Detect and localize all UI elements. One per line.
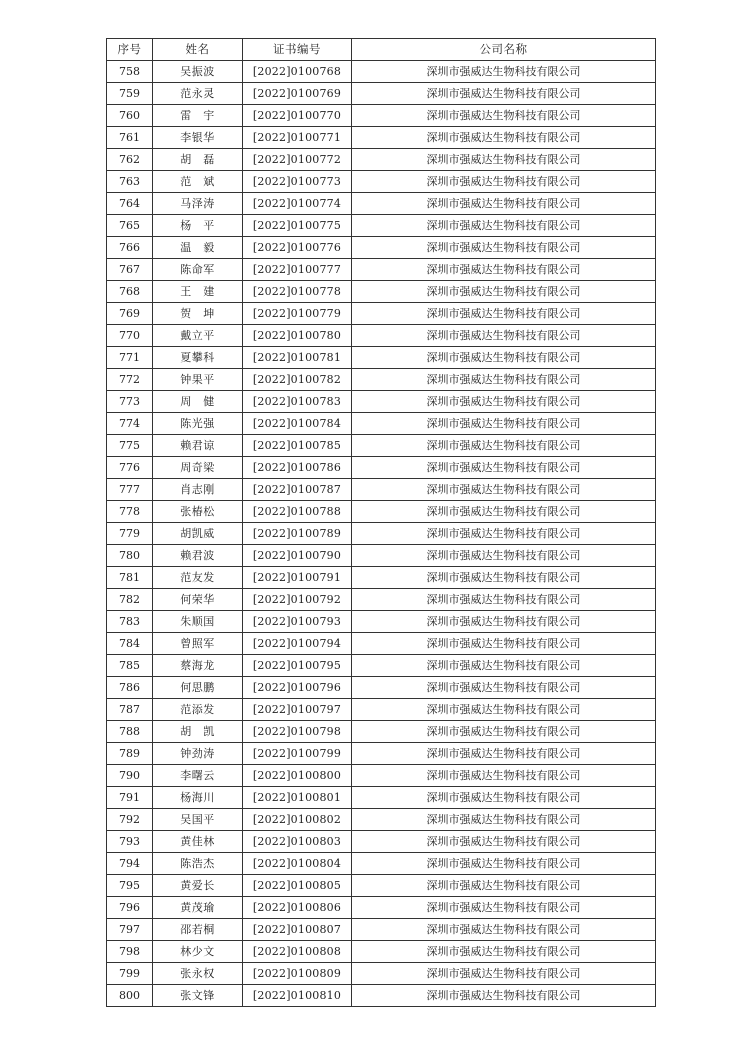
table-row [107,721,656,743]
seq-cell: 786 [107,677,153,699]
seq-cell: 762 [107,149,153,171]
company-cell: 深圳市强威达生物科技有限公司 [352,589,656,611]
cert-number-cell: [2022]0100780 [243,325,352,347]
cert-number-cell: [2022]0100789 [243,523,352,545]
table-row [107,545,656,567]
name-cell: 李银华 [153,127,243,149]
name-cell: 贺 坤 [153,303,243,325]
company-cell: 深圳市强威达生物科技有限公司 [352,105,656,127]
seq-cell: 774 [107,413,153,435]
company-cell: 深圳市强威达生物科技有限公司 [352,479,656,501]
cert-number-cell: [2022]0100774 [243,193,352,215]
company-cell: 深圳市强威达生物科技有限公司 [352,149,656,171]
company-cell: 深圳市强威达生物科技有限公司 [352,281,656,303]
cert-number-cell: [2022]0100793 [243,611,352,633]
table-row [107,237,656,259]
seq-cell: 800 [107,985,153,1007]
seq-cell: 779 [107,523,153,545]
name-cell: 蔡海龙 [153,655,243,677]
table-row [107,479,656,501]
company-cell: 深圳市强威达生物科技有限公司 [352,413,656,435]
table-row [107,941,656,963]
table-row [107,369,656,391]
cert-number-cell: [2022]0100776 [243,237,352,259]
name-cell: 马泽涛 [153,193,243,215]
seq-cell: 759 [107,83,153,105]
seq-cell: 760 [107,105,153,127]
table-row [107,171,656,193]
name-cell: 范永灵 [153,83,243,105]
cert-number-cell: [2022]0100771 [243,127,352,149]
cert-number-cell: [2022]0100779 [243,303,352,325]
name-cell: 范友发 [153,567,243,589]
seq-cell: 765 [107,215,153,237]
name-cell: 李曙云 [153,765,243,787]
name-cell: 黄爱长 [153,875,243,897]
name-cell: 何荣华 [153,589,243,611]
table-row [107,391,656,413]
cert-number-cell: [2022]0100800 [243,765,352,787]
company-cell: 深圳市强威达生物科技有限公司 [352,303,656,325]
name-cell: 赖君波 [153,545,243,567]
seq-cell: 796 [107,897,153,919]
cert-number-cell: [2022]0100769 [243,83,352,105]
name-cell: 杨海川 [153,787,243,809]
company-cell: 深圳市强威达生物科技有限公司 [352,83,656,105]
table-row [107,589,656,611]
cert-number-cell: [2022]0100806 [243,897,352,919]
table-row [107,699,656,721]
company-cell: 深圳市强威达生物科技有限公司 [352,237,656,259]
name-cell: 胡凯威 [153,523,243,545]
company-cell: 深圳市强威达生物科技有限公司 [352,127,656,149]
table-row [107,765,656,787]
company-cell: 深圳市强威达生物科技有限公司 [352,919,656,941]
seq-cell: 795 [107,875,153,897]
company-cell: 深圳市强威达生物科技有限公司 [352,545,656,567]
table-row [107,325,656,347]
name-cell: 周奇梁 [153,457,243,479]
header-row [107,39,656,61]
name-cell: 温 毅 [153,237,243,259]
seq-cell: 787 [107,699,153,721]
company-cell: 深圳市强威达生物科技有限公司 [352,193,656,215]
seq-cell: 773 [107,391,153,413]
table-row [107,105,656,127]
column-header-seq: 序号 [107,39,153,61]
seq-cell: 769 [107,303,153,325]
seq-cell: 791 [107,787,153,809]
cert-number-cell: [2022]0100798 [243,721,352,743]
company-cell: 深圳市强威达生物科技有限公司 [352,655,656,677]
name-cell: 邵若桐 [153,919,243,941]
seq-cell: 798 [107,941,153,963]
company-cell: 深圳市强威达生物科技有限公司 [352,985,656,1007]
company-cell: 深圳市强威达生物科技有限公司 [352,567,656,589]
company-cell: 深圳市强威达生物科技有限公司 [352,743,656,765]
table-row [107,127,656,149]
table-row [107,303,656,325]
cert-number-cell: [2022]0100786 [243,457,352,479]
seq-cell: 766 [107,237,153,259]
table-row [107,149,656,171]
company-cell: 深圳市强威达生物科技有限公司 [352,171,656,193]
table-row [107,281,656,303]
company-cell: 深圳市强威达生物科技有限公司 [352,347,656,369]
table-row [107,61,656,83]
cert-number-cell: [2022]0100768 [243,61,352,83]
cert-number-cell: [2022]0100773 [243,171,352,193]
cert-number-cell: [2022]0100802 [243,809,352,831]
seq-cell: 770 [107,325,153,347]
table-row [107,259,656,281]
seq-cell: 758 [107,61,153,83]
table-row [107,677,656,699]
cert-number-cell: [2022]0100803 [243,831,352,853]
name-cell: 周 健 [153,391,243,413]
name-cell: 吴振波 [153,61,243,83]
seq-cell: 761 [107,127,153,149]
company-cell: 深圳市强威达生物科技有限公司 [352,897,656,919]
table-row [107,413,656,435]
name-cell: 范添发 [153,699,243,721]
table-row [107,809,656,831]
table-row [107,611,656,633]
cert-number-cell: [2022]0100787 [243,479,352,501]
cert-number-cell: [2022]0100782 [243,369,352,391]
table-row [107,787,656,809]
name-cell: 陈浩杰 [153,853,243,875]
name-cell: 张文锋 [153,985,243,1007]
company-cell: 深圳市强威达生物科技有限公司 [352,765,656,787]
seq-cell: 777 [107,479,153,501]
table-row [107,501,656,523]
name-cell: 肖志刚 [153,479,243,501]
company-cell: 深圳市强威达生物科技有限公司 [352,677,656,699]
company-cell: 深圳市强威达生物科技有限公司 [352,853,656,875]
table-body [107,61,656,1007]
company-cell: 深圳市强威达生物科技有限公司 [352,831,656,853]
table-row [107,963,656,985]
name-cell: 钟劲涛 [153,743,243,765]
table-row [107,215,656,237]
table-row [107,523,656,545]
company-cell: 深圳市强威达生物科技有限公司 [352,809,656,831]
seq-cell: 771 [107,347,153,369]
cert-number-cell: [2022]0100790 [243,545,352,567]
seq-cell: 799 [107,963,153,985]
cert-number-cell: [2022]0100809 [243,963,352,985]
name-cell: 林少文 [153,941,243,963]
company-cell: 深圳市强威达生物科技有限公司 [352,633,656,655]
name-cell: 夏攀科 [153,347,243,369]
name-cell: 黄佳林 [153,831,243,853]
company-cell: 深圳市强威达生物科技有限公司 [352,941,656,963]
company-cell: 深圳市强威达生物科技有限公司 [352,875,656,897]
cert-number-cell: [2022]0100778 [243,281,352,303]
cert-number-cell: [2022]0100796 [243,677,352,699]
company-cell: 深圳市强威达生物科技有限公司 [352,435,656,457]
seq-cell: 797 [107,919,153,941]
seq-cell: 794 [107,853,153,875]
name-cell: 陈光强 [153,413,243,435]
name-cell: 张椿松 [153,501,243,523]
seq-cell: 793 [107,831,153,853]
cert-number-cell: [2022]0100781 [243,347,352,369]
cert-number-cell: [2022]0100770 [243,105,352,127]
name-cell: 戴立平 [153,325,243,347]
table-row [107,567,656,589]
table-row [107,633,656,655]
name-cell: 黄茂瑜 [153,897,243,919]
name-cell: 雷 宇 [153,105,243,127]
seq-cell: 772 [107,369,153,391]
table-header [107,39,656,61]
company-cell: 深圳市强威达生物科技有限公司 [352,457,656,479]
seq-cell: 792 [107,809,153,831]
cert-number-cell: [2022]0100785 [243,435,352,457]
name-cell: 钟果平 [153,369,243,391]
company-cell: 深圳市强威达生物科技有限公司 [352,963,656,985]
seq-cell: 782 [107,589,153,611]
table-row [107,655,656,677]
name-cell: 吴国平 [153,809,243,831]
cert-number-cell: [2022]0100795 [243,655,352,677]
seq-cell: 781 [107,567,153,589]
company-cell: 深圳市强威达生物科技有限公司 [352,391,656,413]
cert-number-cell: [2022]0100794 [243,633,352,655]
table-row [107,435,656,457]
table-row [107,193,656,215]
table-row [107,743,656,765]
name-cell: 曾照军 [153,633,243,655]
table-row [107,83,656,105]
company-cell: 深圳市强威达生物科技有限公司 [352,611,656,633]
seq-cell: 763 [107,171,153,193]
company-cell: 深圳市强威达生物科技有限公司 [352,61,656,83]
seq-cell: 776 [107,457,153,479]
name-cell: 陈命军 [153,259,243,281]
cert-number-cell: [2022]0100807 [243,919,352,941]
cert-number-cell: [2022]0100797 [243,699,352,721]
company-cell: 深圳市强威达生物科技有限公司 [352,215,656,237]
seq-cell: 789 [107,743,153,765]
table-row [107,853,656,875]
cert-number-cell: [2022]0100799 [243,743,352,765]
seq-cell: 778 [107,501,153,523]
seq-cell: 775 [107,435,153,457]
company-cell: 深圳市强威达生物科技有限公司 [352,325,656,347]
seq-cell: 783 [107,611,153,633]
cert-number-cell: [2022]0100792 [243,589,352,611]
seq-cell: 767 [107,259,153,281]
table-row [107,919,656,941]
cert-number-cell: [2022]0100788 [243,501,352,523]
certificate-table [106,38,656,1007]
cert-number-cell: [2022]0100784 [243,413,352,435]
company-cell: 深圳市强威达生物科技有限公司 [352,699,656,721]
column-header-cert-no: 证书编号 [243,39,352,61]
seq-cell: 768 [107,281,153,303]
cert-number-cell: [2022]0100775 [243,215,352,237]
cert-number-cell: [2022]0100805 [243,875,352,897]
cert-number-cell: [2022]0100804 [243,853,352,875]
company-cell: 深圳市强威达生物科技有限公司 [352,369,656,391]
name-cell: 何思鹏 [153,677,243,699]
seq-cell: 790 [107,765,153,787]
cert-number-cell: [2022]0100791 [243,567,352,589]
company-cell: 深圳市强威达生物科技有限公司 [352,721,656,743]
company-cell: 深圳市强威达生物科技有限公司 [352,259,656,281]
company-cell: 深圳市强威达生物科技有限公司 [352,523,656,545]
table-row [107,831,656,853]
table-row [107,985,656,1007]
table-row [107,457,656,479]
cert-number-cell: [2022]0100810 [243,985,352,1007]
company-cell: 深圳市强威达生物科技有限公司 [352,501,656,523]
column-header-company: 公司名称 [352,39,656,61]
name-cell: 胡 凯 [153,721,243,743]
name-cell: 朱顺国 [153,611,243,633]
name-cell: 范 斌 [153,171,243,193]
name-cell: 赖君谅 [153,435,243,457]
table-row [107,347,656,369]
column-header-name: 姓名 [153,39,243,61]
name-cell: 胡 磊 [153,149,243,171]
cert-number-cell: [2022]0100808 [243,941,352,963]
cert-number-cell: [2022]0100777 [243,259,352,281]
cert-number-cell: [2022]0100772 [243,149,352,171]
seq-cell: 764 [107,193,153,215]
cert-number-cell: [2022]0100783 [243,391,352,413]
cert-number-cell: [2022]0100801 [243,787,352,809]
name-cell: 王 建 [153,281,243,303]
seq-cell: 788 [107,721,153,743]
table-row [107,875,656,897]
seq-cell: 784 [107,633,153,655]
name-cell: 张永权 [153,963,243,985]
company-cell: 深圳市强威达生物科技有限公司 [352,787,656,809]
name-cell: 杨 平 [153,215,243,237]
table-row [107,897,656,919]
seq-cell: 785 [107,655,153,677]
seq-cell: 780 [107,545,153,567]
